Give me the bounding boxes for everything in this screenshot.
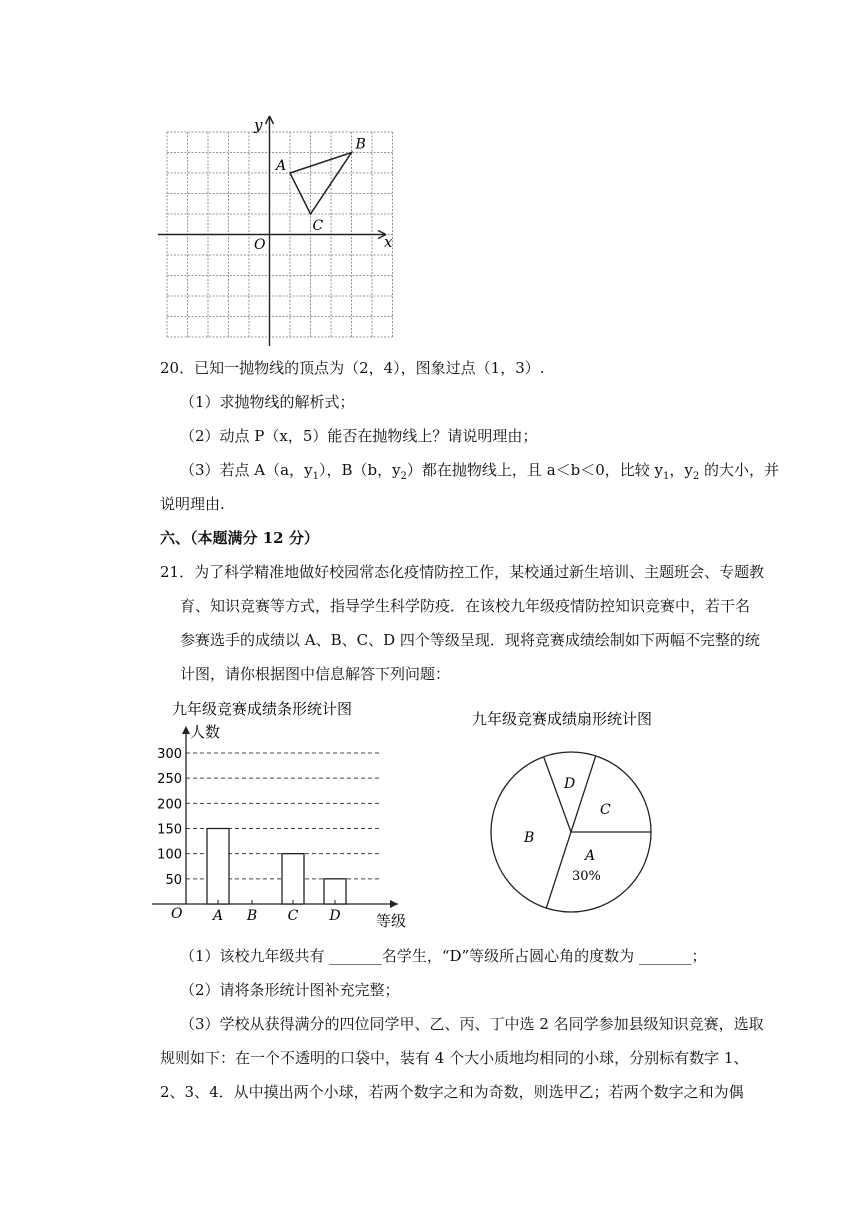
bar-x-tick-label: A [212, 908, 224, 924]
subscript-2b: 2 [692, 471, 700, 482]
q21-sub3-line1: （3）学校从获得满分的四位同学甲、乙、丙、丁中选 2 名同学参加县级知识竞赛，选取 [180, 1015, 764, 1033]
point-label-c: C [312, 218, 324, 234]
triangle-outline [290, 153, 352, 215]
bar-chart-figure [150, 696, 420, 936]
subscript-2: 2 [400, 471, 407, 482]
q21-sub3-line2: 规则如下：在一个不透明的口袋中，装有 4 个大小质地均相同的小球，分别标有数字 1、 [160, 1049, 749, 1067]
pie-chart-svg [470, 706, 680, 916]
bar-x-arrow [390, 900, 398, 908]
bar-a [207, 829, 229, 905]
bar-chart-bars [207, 829, 346, 905]
pie-label-a: A [585, 848, 596, 864]
bar-chart-origin: O [171, 906, 183, 922]
q21-line3: 参赛选手的成绩以 A、B、C、D 四个等级呈现．现将竞赛成绩绘制如下两幅不完整的统 [180, 631, 760, 649]
pie-value-a: 30% [572, 869, 601, 884]
q21-sub1: （1）该校九年级共有 _______名学生，“D”等级所占圆心角的度数为 _______； [180, 947, 707, 965]
bar-y-arrow [182, 726, 190, 734]
q20-part2: （2）动点 P（x，5）能否在抛物线上？请说明理由； [180, 427, 538, 445]
x-axis-label: x [384, 233, 393, 251]
bar-c [282, 854, 304, 904]
coordinate-grid-svg [150, 110, 400, 350]
q20-part3-continued: 说明理由. [160, 495, 225, 513]
bar-x-tick-label: B [246, 908, 258, 924]
bar-y-tick-label: 300 [157, 747, 182, 762]
q21-line1: 21．为了科学精准地做好校园常态化疫情防控工作，某校通过新生培训、主题班会、专题教 [160, 563, 765, 581]
q20-part3-seg2: ），B（b，y [318, 461, 401, 479]
pie-label-b: B [524, 830, 535, 846]
point-label-a: A [276, 158, 287, 174]
pie-chart-title: 九年级竞赛成绩扇形统计图 [472, 710, 653, 728]
section-header: 六、（本题满分 12 分） [160, 529, 319, 547]
q21-line4: 计图，请你根据图中信息解答下列问题： [180, 665, 451, 683]
bar-chart-xlabel: 等级 [376, 912, 407, 930]
q20-part3 [180, 460, 779, 487]
bar-chart-ticks [157, 747, 340, 924]
q21-sub3-line3: 2、3、4．从中摸出两个小球，若两个数字之和为奇数，则选甲乙；若两个数字之和为偶 [160, 1083, 744, 1101]
bar-chart-title: 九年级竞赛成绩条形统计图 [172, 700, 353, 718]
q20-stem: 20．已知一抛物线的顶点为（2，4），图象过点（1，3）. [160, 359, 545, 377]
subscript-1b: 1 [663, 471, 670, 482]
bar-chart-ylabel: 人数 [190, 723, 221, 741]
q20-part3-seg4: ，y [669, 461, 693, 479]
bar-y-tick-label: 150 [157, 822, 182, 838]
point-label-b: B [355, 136, 366, 153]
q20-part3-seg5: 的大小，并 [699, 461, 780, 479]
q21-sub2: （2）请将条形统计图补充完整； [180, 981, 400, 999]
bar-y-tick-label: 50 [165, 872, 182, 888]
q20-part3-seg1: （3）若点 A（a，y [180, 461, 313, 479]
coordinate-grid-figure [150, 110, 400, 350]
pie-chart-figure [470, 706, 680, 916]
q20-part3-seg3: ）都在抛物线上，且 a＜b＜0，比较 y [406, 461, 664, 479]
q20-part1: （1）求抛物线的解析式； [180, 393, 355, 411]
triangle-abc [290, 153, 352, 215]
bar-x-tick-label: D [329, 908, 341, 924]
bar-y-tick-label: 100 [157, 847, 182, 863]
subscript-1: 1 [312, 471, 319, 482]
q21-line2: 育、知识竞赛等方式，指导学生科学防疫．在该校九年级疫情防控知识竞赛中，若干名 [180, 597, 751, 615]
bar-y-tick-label: 250 [157, 772, 182, 788]
pie-label-c: C [600, 802, 611, 818]
bar-x-tick-label: C [287, 908, 299, 924]
origin-label: O [254, 237, 266, 253]
bar-y-tick-label: 200 [157, 797, 182, 813]
y-axis-label: y [254, 116, 263, 134]
pie-label-d: D [564, 776, 576, 792]
bar-chart-svg [150, 696, 420, 936]
